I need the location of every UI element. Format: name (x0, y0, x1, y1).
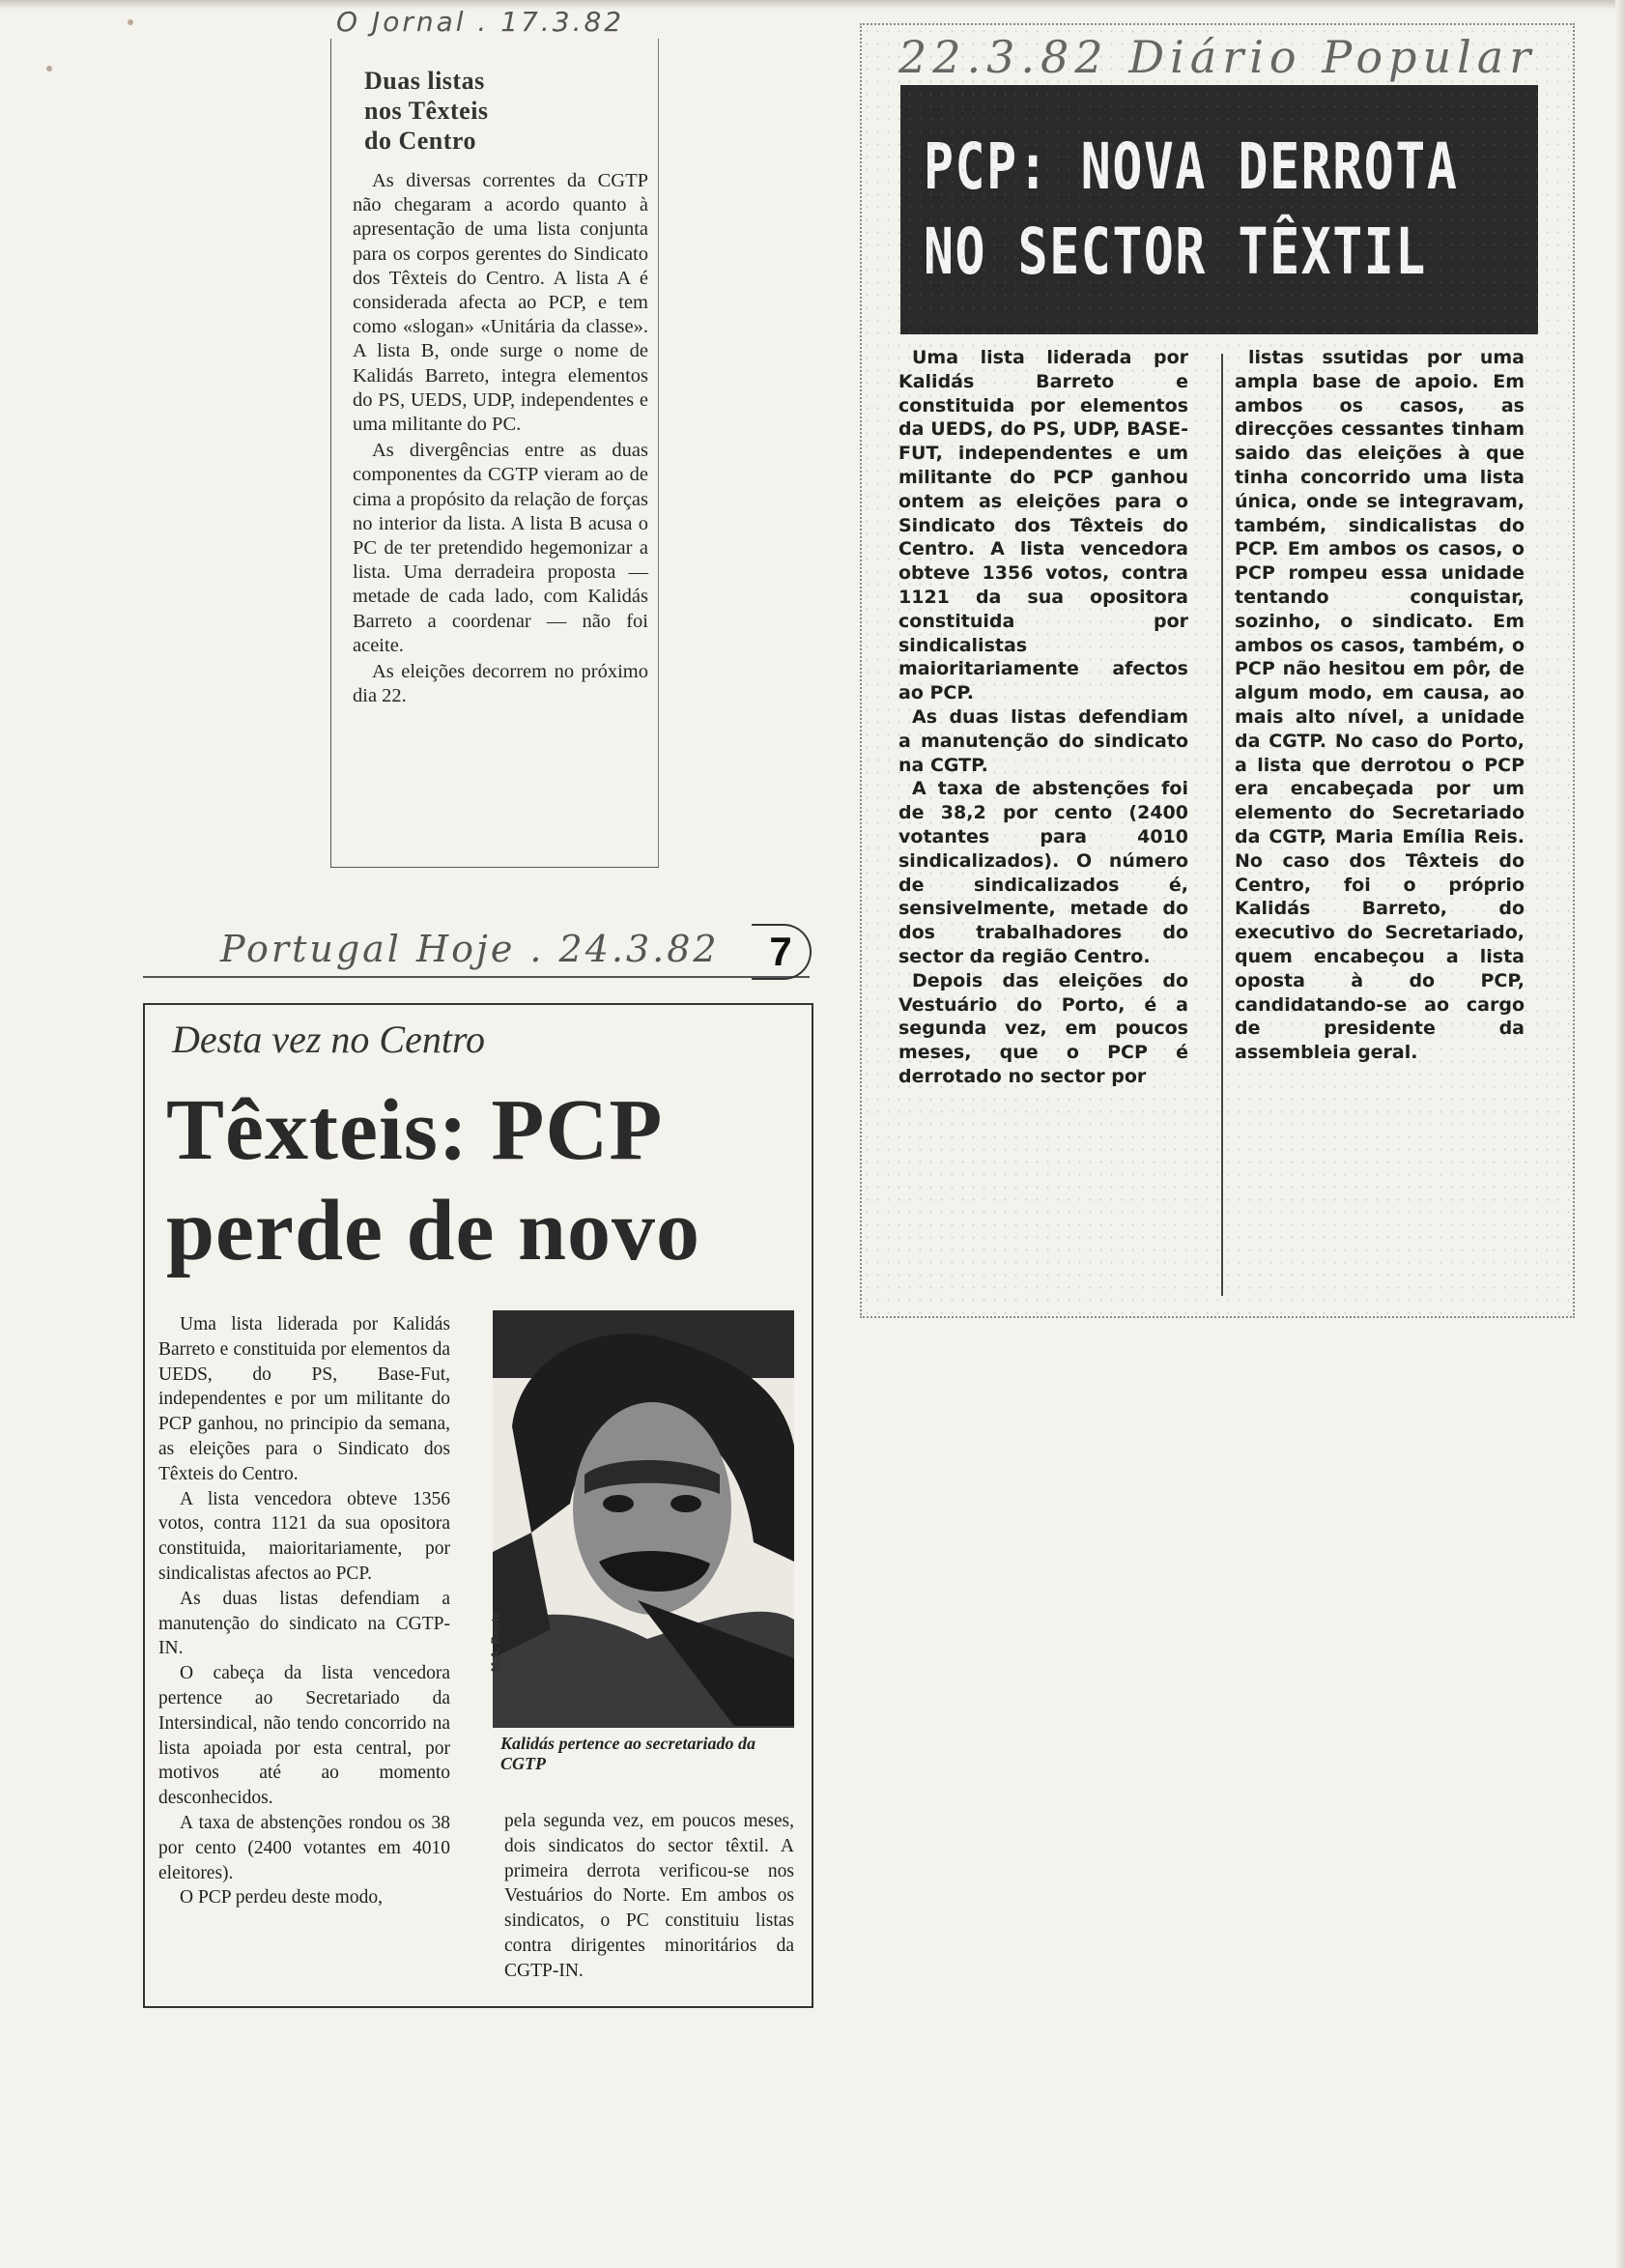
paragraph: Uma lista liderada por Kalidás Barreto e constituida por elementos da UEDS, do PS, Base-Fut, independentes e por um militante do PCP ganhou, no principio da semana, as eleições para o Sindicato dos Têxteis do Centro. (158, 1314, 450, 1484)
article-column (504, 1809, 794, 1984)
headline-line: nos Têxteis (364, 97, 489, 125)
headline (364, 66, 648, 156)
paragraph: Depois das eleições do Vestuário do Porto, é a segunda vez, em poucos meses, que o PCP é derrotado no sector por (898, 969, 1188, 1087)
portrait-illustration (493, 1310, 794, 1728)
title-line: perde de novo (166, 1183, 700, 1278)
article-body (353, 169, 648, 708)
kicker: Desta vez no Centro (172, 1018, 486, 1061)
clipping-o-jornal (330, 39, 659, 868)
paragraph: listas ssutidas por uma ampla base de apoio. Em ambos os casos, as direcções cessantes tinham saido das eleições à que tinha concorrido uma lista única, onde se integravam, também, sindicalistas do PCP. Em ambos os casos, o PCP rompeu essa unidade tentando conquistar, sozinho, o sindicato. Em ambos os casos, também, o PCP não hesitou em pôr, de algum modo, em causa, ao mais alto nível, a unidade da CGTP. No caso do Porto, a lista que derrotou o PCP era encabeçada por um elemento do Secretariado da CGTP, Maria Emília Reis. No caso dos Têxteis do Centro, foi o próprio Kalidás Barreto, do executivo do Secretariado, quem encabeçou a lista oposta à do PCP, candidatando-se ao cargo de presidente da assembleia geral. (1235, 347, 1525, 1064)
article-column (1235, 346, 1525, 1065)
headline-line: do Centro (364, 127, 476, 155)
paragraph: pela segunda vez, em poucos meses, dois sindicatos do sector têxtil. A primeira derrota verificou-se nos Vestuários do Norte. Em ambos os sindicatos, o PC constituiu listas contra dirigentes minoritários da CGTP-IN. (504, 1811, 794, 1981)
page-number: 7 (752, 924, 812, 980)
article-title (166, 1080, 700, 1281)
headline-banner (900, 85, 1538, 334)
headline-line: NO SECTOR TÊXTIL (924, 215, 1427, 289)
portrait-photo (493, 1310, 794, 1728)
photo-credit: M.A. Bento (489, 1611, 502, 1672)
paragraph: O cabeça da lista vencedora pertence ao Secretariado da Intersindical, não tendo concorrido na lista apoiada por esta central, por motivos até ao momento desconhecidos. (158, 1663, 450, 1809)
paragraph: As divergências entre as duas componentes da CGTP vieram ao de cima a propósito da relação de forças no interior da lista. A lista B acusa o PC de ter pretendido hegemonizar a lista. Uma derradeira proposta — metade de cada lado, com Kalidás Barreto a coordenar — não foi aceite. (353, 440, 648, 656)
paragraph: A lista vencedora obteve 1356 votos, contra 1121 da sua opositora constituida, maioritariamente, por sindicalistas afectos ao PCP. (158, 1488, 450, 1584)
header-rule (143, 976, 810, 978)
paragraph: As eleições decorrem no próximo dia 22. (353, 661, 648, 707)
punch-mark (128, 19, 133, 25)
paragraph: A taxa de abstenções rondou os 38 por cento (2400 votantes em 4010 eleitores). (158, 1812, 450, 1883)
clipping-portugal-hoje (143, 1003, 813, 2008)
article-column (158, 1312, 450, 1910)
handwritten-source-note: O Jornal . 17.3.82 (336, 6, 625, 38)
punch-mark (46, 66, 52, 72)
clipping-diario-popular (860, 23, 1575, 1318)
sheet-edge-right (1615, 0, 1625, 2268)
paragraph: O PCP perdeu deste modo, (180, 1887, 383, 1909)
headline-line: PCP: NOVA DERROTA (924, 129, 1459, 204)
paragraph: Uma lista liderada por Kalidás Barreto e constituida por elementos da UEDS, do PS, UDP, BASE-FUT, independentes e um militante do PCP ganhou ontem as eleições para o Sindicato dos Têxteis do Centro. A lista vencedora obteve 1356 votos, contra 1121 da sua opositora constituida por sindicalistas maioritariamente afectos ao PCP. (898, 347, 1188, 704)
paragraph: As diversas correntes da CGTP não chegaram a acordo quanto à apresentação de uma lista conjunta para os corpos gerentes do Sindicato dos Têxteis do Centro. A lista A é considerada afecta ao PCP, e tem como «slogan» «Unitária da classe». A lista B, onde surge o nome de Kalidás Barreto, integra elementos do PS, UEDS, UDP, independentes e uma militante do PC. (353, 170, 648, 436)
headline-line: Duas listas (364, 67, 485, 95)
clipping-header (143, 918, 819, 980)
sheet-edge-top (0, 0, 1625, 10)
photo-caption: Kalidás pertence ao secretariado da CGTP (500, 1734, 755, 1773)
article-column (898, 346, 1188, 1089)
handwritten-source-note: Portugal Hoje . 24.3.82 (220, 928, 720, 970)
paragraph: A taxa de abstenções foi de 38,2 por cento (2400 votantes para 4010 sindicalizados). O número de sindicalizados é, sensivelmente, metade do dos trabalhadores do sector da região Centro. (898, 778, 1188, 967)
paragraph: As duas listas defendiam a manutenção do sindicato na CGTP. (898, 705, 1188, 776)
paragraph: As duas listas defendiam a manutenção do sindicato na CGTP-IN. (158, 1588, 450, 1659)
column-divider (1221, 354, 1223, 1296)
handwritten-source-note: 22.3.82 Diário Popular (898, 31, 1537, 83)
title-line: Têxteis: PCP (166, 1082, 664, 1178)
